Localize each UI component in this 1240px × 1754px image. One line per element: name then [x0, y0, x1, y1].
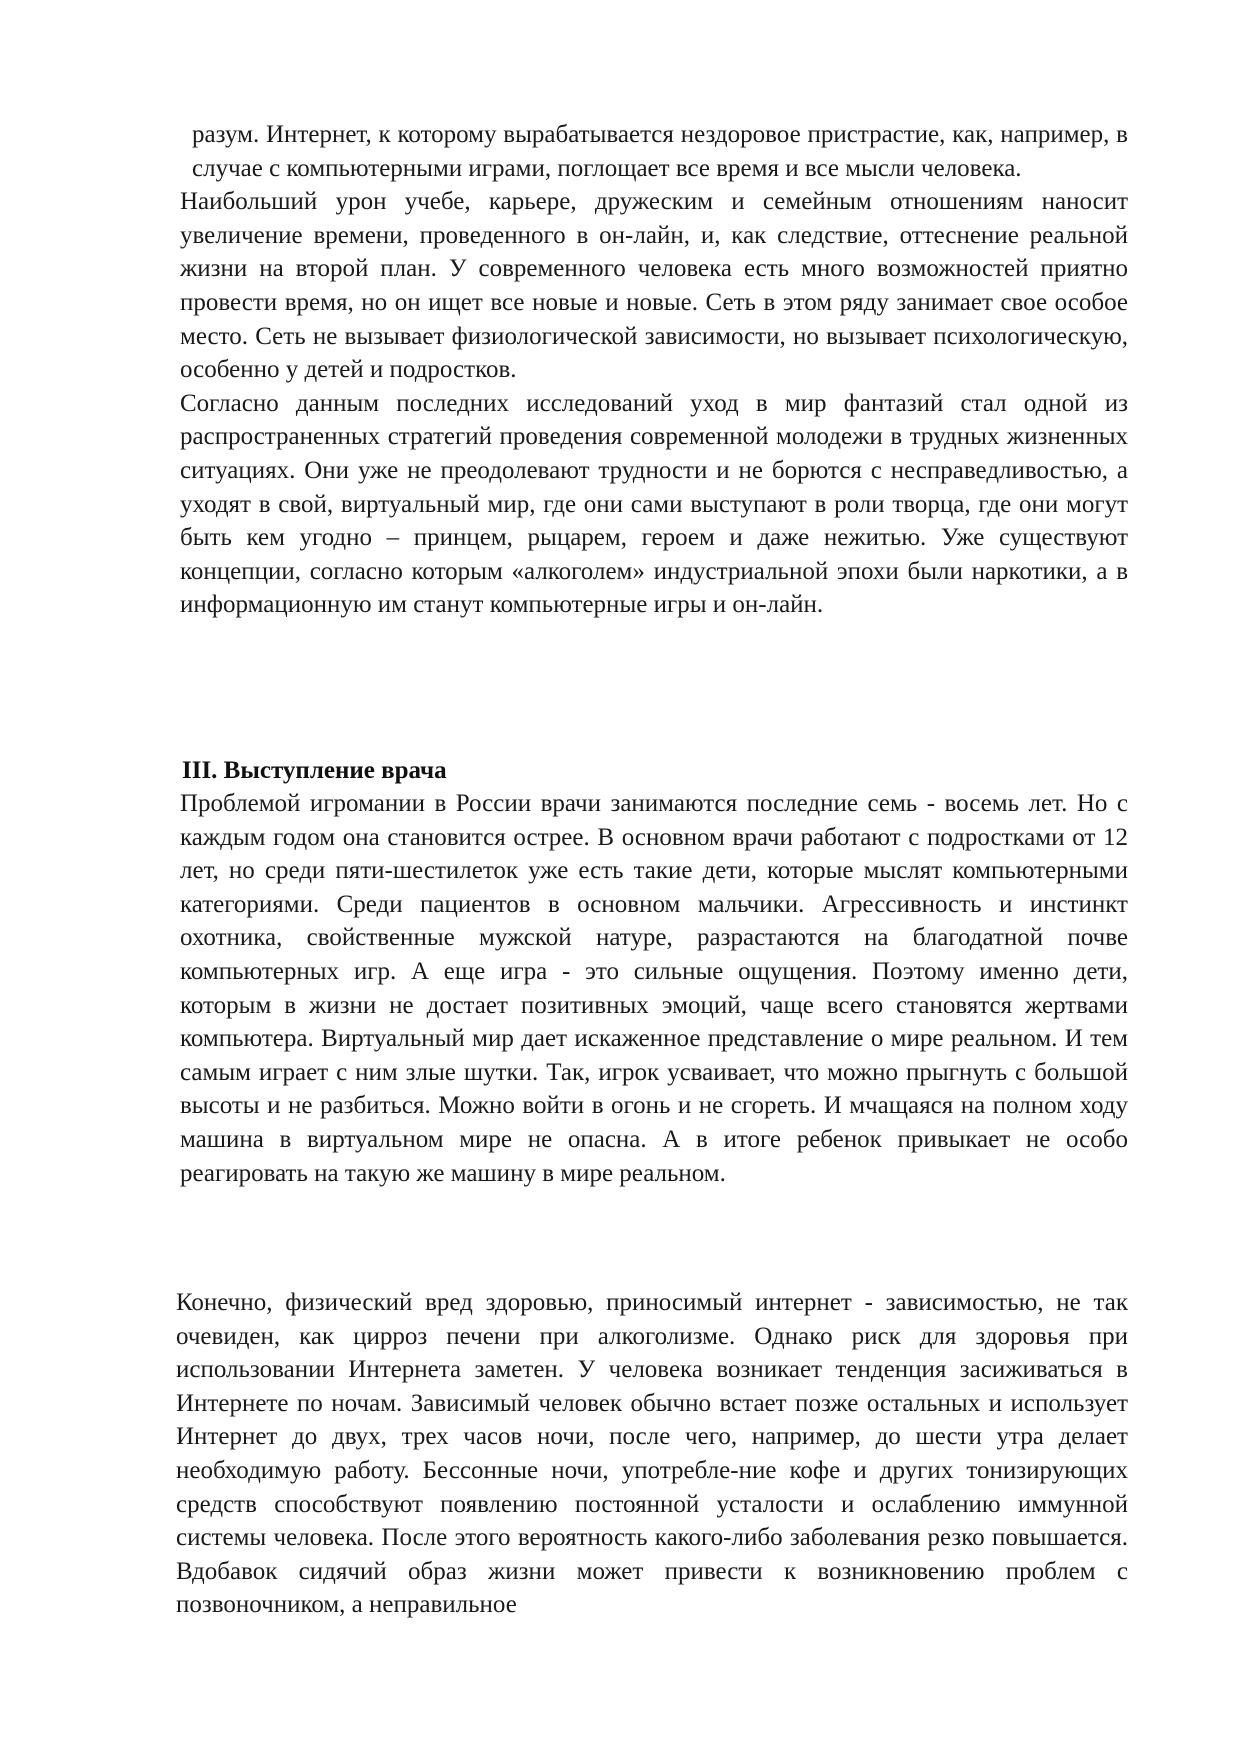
section-heading: III. Выступление врача: [182, 757, 447, 784]
paragraph-health: Конечно, физический вред здоровью, приносимый интернет - зависимостью, не так очевиден, как цирроз печени при алкоголизме. Однако риск для здоровья при использовании Интернета заметен. У человека возникает тенденция засиживаться в Интернете по ночам. Зависимый человек обычно встает позже остальных и использует Интернет до двух, трех часов ночи, после чего, например, до шести утра делает необходимую работу. Бессонные ночи, употребле-ние кофе и других тонизирующих средств способствуют появлению постоянной усталости и ослаблению иммунной системы человека. После этого вероятность какого-либо заболевания резко повышается. Вдобавок сидячий образ жизни может привести к возникновению проблем с позвоночником, а неправильное: [176, 1289, 1128, 1619]
text-block-health: [176, 1286, 1128, 1622]
paragraph-fantasy: Согласно данным последних исследований уход в мир фантазий стал одной из распространенных стратегий проведения современной молодежи в трудных жизненных ситуациях. Они уже не преодолевают трудности и не борются с несправедливостью, а уходят в свой, виртуальный мир, где они сами выступают в роли творца, где они могут быть кем угодно – принцем, рыцарем, героем и даже нежитью. Уже существуют концепции, согласно которым «алкоголем» индустриальной эпохи были наркотики, а в информационную им станут компьютерные игры и он-лайн.: [180, 389, 1128, 619]
paragraph-doctor: Проблемой игромании в России врачи занимаются последние семь - восемь лет. Но с каждым годом она становится острее. В основном врачи работают с подростками от 12 лет, но среди пяти-шестилеток уже есть такие дети, которые мыслят компьютерными категориями. Среди пациентов в основном мальчики. Агрессивность и инстинкт охотника, свойственные мужской натуре, разрастаются на благодатной почве компьютерных игр. А еще игра - это сильные ощущения. Поэтому именно дети, которым в жизни не достает позитивных эмоций, чаще всего становятся жертвами компьютера. Виртуальный мир дает искаженное представление о мире реальном. И тем самым играет с ним злые шутки. Так, игрок усваивает, что можно прыгнуть с большой высоты и не разбиться. Можно войти в огонь и не сгореть. И мчащаяся на полном ходу машина в виртуальном мире не опасна. А в итоге ребенок привыкает не особо реагировать на такую же машину в мире реальном.: [180, 790, 1128, 1187]
text-block-top: [180, 118, 1128, 622]
paragraph-continuation: разум. Интернет, к которому вырабатывается нездоровое пристрастие, как, например, в случае с компьютерными играми, поглощает все время и все мысли человека.: [192, 121, 1128, 182]
text-block-doctor: [180, 787, 1128, 1190]
paragraph-damage: Наибольший урон учебе, карьере, дружеским и семейным отношениям наносит увеличение времени, проведенного в он-лайн, и, как следствие, оттеснение реальной жизни на второй план. У современного человека есть много возможностей приятно провести время, но он ищет все новые и новые. Сеть в этом ряду занимает свое особое место. Сеть не вызывает физиологической зависимости, но вызывает психологическую, особенно у детей и подростков.: [180, 188, 1128, 384]
